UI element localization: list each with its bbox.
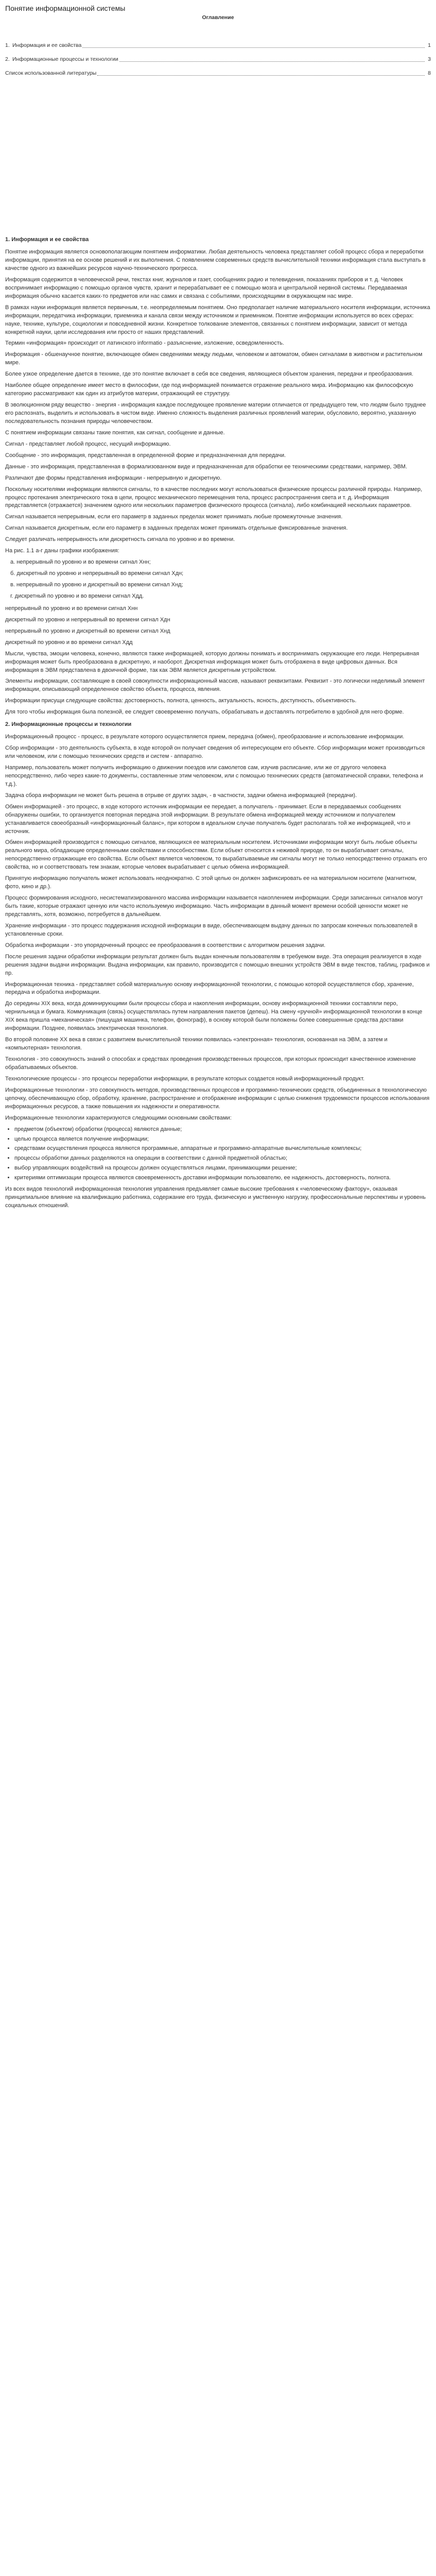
paragraph: Сбор информации - это деятельность субъекта, в ходе которой он получает сведения об интересующем его объекте. Сбор информации может производиться или человеком, или с помощью технических средств и систем - аппаратно. (5, 745, 425, 760)
paragraph: Наиболее общее определение имеет место в философии, где под информацией понимается отражение реального мира. Информацию как философскую категорию рассматривают как один из атрибутов материи, отражающий ее структуру. (5, 382, 413, 397)
list-item: • выбор управляющих воздействий на процессы должен осуществляться лицами, принимающими решение; (14, 1164, 431, 1173)
paragraph: Информации присущи следующие свойства: достоверность, полнота, ценность, актуальность, ясность, доступность, объективность. (5, 698, 357, 704)
toc-item[interactable] (5, 42, 431, 49)
list-item: • критериями оптимизации процесса являются своевременность доставки информации пользователю, ее надежность, достоверность, полнота. (14, 1174, 431, 1182)
formula-line: непрерывный по уровню и во времени сигнал Xнн (5, 605, 138, 612)
toc-item-page: 3 (428, 56, 431, 62)
toc-item-text[interactable]: Список использованной литературы (5, 70, 97, 76)
list-item: б. дискретный по уровню и непрерывный во времени сигнал Xдн; (10, 570, 184, 577)
paragraph: Данные - это информация, представленная в формализованном виде и предназначенная для обработки ее техническими средствами, например, ЭВМ. (5, 463, 408, 470)
paragraph: В эволюционном ряду вещество - энергия - информация каждое последующее проявление материи отличается от предыдущего тем, что людям было труднее его распознать, выделить и использовать в чистом виде. Именно сложность выделения различных проявлений материи, обусловило, вероятно, указанную последовательность познания природы человечеством. (5, 402, 426, 425)
paragraph: Для того чтобы информация была полезной, ее следует своевременно получать, обрабатывать и доставлять потребителю в удобной для него форме. (5, 709, 404, 716)
paragraph: Обработка информации - это упорядоченный процесс ее преобразования в соответствии с алгоритмом решения задачи. (5, 942, 326, 948)
document-title: Понятие информационной системы (5, 4, 126, 12)
paragraph: Элементы информации, составляющие в своей совокупности информационный массив, называют реквизитами. Реквизит - это логически неделимый элемент информации, описывающий определенное свойство объекта, процесса, явления. (5, 678, 425, 693)
paragraph: До середины XIX века, когда доминирующими были процессы сбора и накопления информации, основу информационной техники составляли перо, чернильница и бумага. Коммуникация (связь) осуществлялась путем направления пакетов (депеш). На смену «ручной» информационной технологии в конце XIX века пришла «механическая» (пишущая машинка, телефон, фонограф), в основу которой были положены более совершенные средства доставки информации. Позднее, появилась электрическая технология. (5, 1001, 423, 1032)
paragraph: Задача сбора информации не может быть решена в отрыве от других задач, - в частности, задачи обмена информацией (передачи). (5, 792, 357, 799)
table-of-contents (5, 42, 431, 78)
paragraph: Технологические процессы - это процессы переработки информации, в результате которых создается новый информационный продукт. (5, 1075, 365, 1082)
paragraph: В рамках науки информация является первичным, т.е. неопределяемым понятием. Оно предполагает наличие материального носителя информации, источника информации, передатчика информации, приемника и канала связи между источником и приемником. Понятие информации используется во всех сферах: науке, технике, культуре, социологии и повседневной жизни. Конкретное толкование элементов, связанных с понятием информации, зависит от метода конкретной науки, цели исследования или просто от наших представлений. (5, 304, 430, 335)
toc-leader-dots (119, 61, 425, 62)
paragraph: Информационные технологии характеризуются следующими основными свойствами: (5, 1114, 232, 1121)
toc-item[interactable] (5, 70, 431, 77)
paragraph: Более узкое определение дается в технике, где это понятие включает в себя все сведения, являющиеся объектом хранения, передачи и преобразования. (5, 371, 413, 378)
paragraph: Поскольку носителями информации являются сигналы, то в качестве последних могут использоваться физические процессы различной природы. Например, процесс протекания электрического тока в цепи, процесс механического перемещения тела, процесс распространения света и т. д. Информация представляется (отражается) значением одного или нескольких параметров физического процесса (сигнала), либо комбинацией нескольких параметров. (5, 486, 422, 509)
properties-list (14, 1126, 431, 1183)
toc-item[interactable] (5, 56, 431, 63)
paragraph: На рис. 1.1 а-г даны графики изображения: (5, 548, 119, 554)
paragraph: Сигнал - представляет любой процесс, несущий информацию. (5, 440, 171, 447)
list-item: г. дискретный по уровню и во времени сигнал Xдд. (10, 592, 144, 599)
paragraph: Термин «информация» происходит от латинского informatio - разъяснение, изложение, осведомленность. (5, 340, 284, 347)
paragraph: Хранение информации - это процесс поддержания исходной информации в виде, обеспечивающем выдачу данных по запросам конечных пользователей в установленные сроки. (5, 922, 417, 937)
list-item: • процессы обработки данных разделяются на операции в соответствии с данной предметной областью; (14, 1155, 431, 1163)
list-item: • средствами осуществления процесса являются программные, аппаратные и программно-аппаратные вычислительные комплексы; (14, 1145, 431, 1153)
paragraph: Принятую информацию получатель может использовать неоднократно. С этой целью он должен зафиксировать ее на материальном носителе (магнитном, фото, кино и др.). (5, 875, 417, 890)
toc-heading: Оглавление (202, 14, 234, 21)
paragraph: Информация содержится в человеческой речи, текстах книг, журналов и газет, сообщениях радио и телевидения, показаниях приборов и т. д. Человек воспринимает информацию с помощью органов чувств, хранит и перерабатывает ее с помощью мозга и центральной нервной системы. Передаваемая информация обычно касается каких-то предметов или нас самих и связана с событиями, происходящими в окружающем нас мире. (5, 276, 407, 299)
toc-item-page: 8 (428, 70, 431, 76)
list-item: • целью процесса является получение информации; (14, 1136, 431, 1144)
paragraph: Сигнал называется дискретным, если его параметр в заданных пределах может принимать отдельные фиксированные значения. (5, 525, 348, 532)
list-item: а. непрерывный по уровню и во времени сигнал Xнн; (10, 559, 151, 566)
paragraph: С понятием информации связаны такие понятия, как сигнал, сообщение и данные. (5, 429, 225, 436)
paragraph: Информационный процесс - процесс, в результате которого осуществляется прием, передача (обмен), преобразование и использование информации. (5, 734, 405, 740)
signal-list (10, 558, 431, 601)
paragraph: Во второй половине XX века в связи с развитием вычислительной техники появилась «электронная» технология, основанная на ЭВМ, а затем и «компьютерная» технология. (5, 1037, 388, 1052)
list-item: • предметом (объектом) обработки (процесса) являются данные; (14, 1126, 431, 1134)
paragraph: Информационные технологии - это совокупность методов, производственных процессов и программно-технических средств, объединенных в технологическую цепочку, обеспечивающую сбор, обработку, хранение, распространение и отображение информации с целью снижения трудоемкости процессов использования информационных ресурсов, а также повышения их надежности и оперативности. (5, 1087, 430, 1110)
paragraph: Понятие информация является основополагающим понятием информатики. Любая деятельность человека представляет собой процесс сбора и переработки информации, принятия на ее основе решений и их выполнения. С появлением современных средств вычислительной техники информация стала выступать в качестве одного из важнейших ресурсов научно-технического прогресса. (5, 249, 426, 272)
paragraph: Следует различать непрерывность или дискретность сигнала по уровню и во времени. (5, 536, 235, 543)
list-item: в. непрерывный по уровню и дискретный во времени сигнал Xнд; (10, 582, 183, 588)
paragraph: Различают две формы представления информации - непрерывную и дискретную. (5, 474, 222, 481)
paragraph: Сообщение - это информация, представленная в определенной форме и предназначенная для передачи. (5, 452, 286, 459)
paragraph: Информационная техника - представляет собой материальную основу информационной технологии, с помощью которой осуществляется сбор, хранение, передача и обработка информации. (5, 981, 414, 996)
paragraph: Например, пользователь может получить информацию о движении поездов или самолетов сам, изучив расписание, или же от другого человека непосредственно, либо через какие-то документы, составленные этим человеком, или с помощью технических средств (автоматической справки, телефона и т.д.). (5, 764, 423, 787)
toc-leader-dots (82, 47, 425, 48)
paragraph: Информация - обшенаучное понятие, включающее обмен сведениями между людьми, человеком и автоматом, обмен сигналами в животном и растительном мире. (5, 351, 423, 366)
paragraph: После решения задачи обработки информации результат должен быть выдан конечным пользователям в требуемом виде. Эта операция реализуется в ходе решения задачи выдачи информации. Выдача информации, как правило, производится с помощью внешних устройств ЭВМ в виде текстов, таблиц, графиков и пр. (5, 953, 430, 976)
formula-line: дискретный по уровню и во времени сигнал Xдд (5, 639, 133, 646)
section-heading: 2. Информационные процессы и технологии (5, 721, 132, 728)
formula-line: дискретный по уровню и непрерывный во времени сигнал Xдн (5, 616, 170, 623)
formula-line: непрерывный по уровню и дискретный во времени сигнал Xнд (5, 628, 170, 634)
toc-item-page: 1 (428, 42, 431, 48)
paragraph: Сигнал называется непрерывным, если его параметр в заданных пределах может принимать любые промежуточные значения. (5, 514, 343, 520)
paragraph: Из всех видов технологий информационная технология управления предъявляет самые высокие требования к «человеческому фактору», оказывая принципиальное влияние на квалификацию работника, содержание его труда, физическую и умственную нагрузку, профессиональные перспективы и уровень социальных отношений. (5, 1186, 426, 1209)
toc-item-text[interactable]: Информационные процессы и технологии (12, 56, 118, 62)
blank-space (5, 77, 431, 232)
toc-item-number: 2. (5, 56, 10, 62)
toc-item-text[interactable]: Информация и ее свойства (12, 42, 82, 48)
paragraph: Обмен информацией производится с помощью сигналов, являющихся ее материальным носителем. Источниками информации могут быть любые объекты реального мира, обладающие определенными свойствами и способностями. Если объект относится к неживой природе, то он вырабатывает сигналы, непосредственно отражающие его свойства. Если объект является человеком, то вырабатываемые им сигналы могут не только непосредственно отражать его свойства, но и соответствовать тем знакам, которые человек вырабатывает с целью обмена информацией. (5, 839, 427, 871)
section-heading: 1. Информация и ее свойства (5, 236, 89, 243)
paragraph: Технология - это совокупность знаний о способах и средствах проведения производственных процессов, при которых происходит качественное изменение обрабатываемых объектов. (5, 1056, 416, 1071)
paragraph: Мысли, чувства, эмоции человека, конечно, являются также информацией, которую должны понимать и воспринимать окружающие его люди. Непрерывная информация может быть преобразована в дискретную, и наоборот. Дискретная информация может быть отображена в виде цифровых данных. Вся информация в ЭВМ представлена в двоичной форме, так как ЭВМ является дискретным устройством. (5, 650, 420, 673)
paragraph: Обмен информацией - это процесс, в ходе которого источник информации ее передает, а получатель - принимает. Если в передаваемых сообщениях обнаружены ошибки, то организуется повторная передача этой информации. В результате обмена информацией между источником и получателем устанавливается своеобразный «информационный баланс», при котором в идеальном случае получатель будет располагать той же информацией, что и источник. (5, 803, 411, 835)
toc-leader-dots (97, 75, 425, 76)
paragraph: Процесс формирования исходного, несистематизированного массива информации называется накоплением информации. Среди записанных сигналов могут быть такие, которые отражают ценную или часто используемую информацию. Часть информации в данный момент времени особой ценности может не представлять, хотя, возможно, потребуется в дальнейшем. (5, 895, 423, 918)
toc-item-number: 1. (5, 42, 10, 48)
